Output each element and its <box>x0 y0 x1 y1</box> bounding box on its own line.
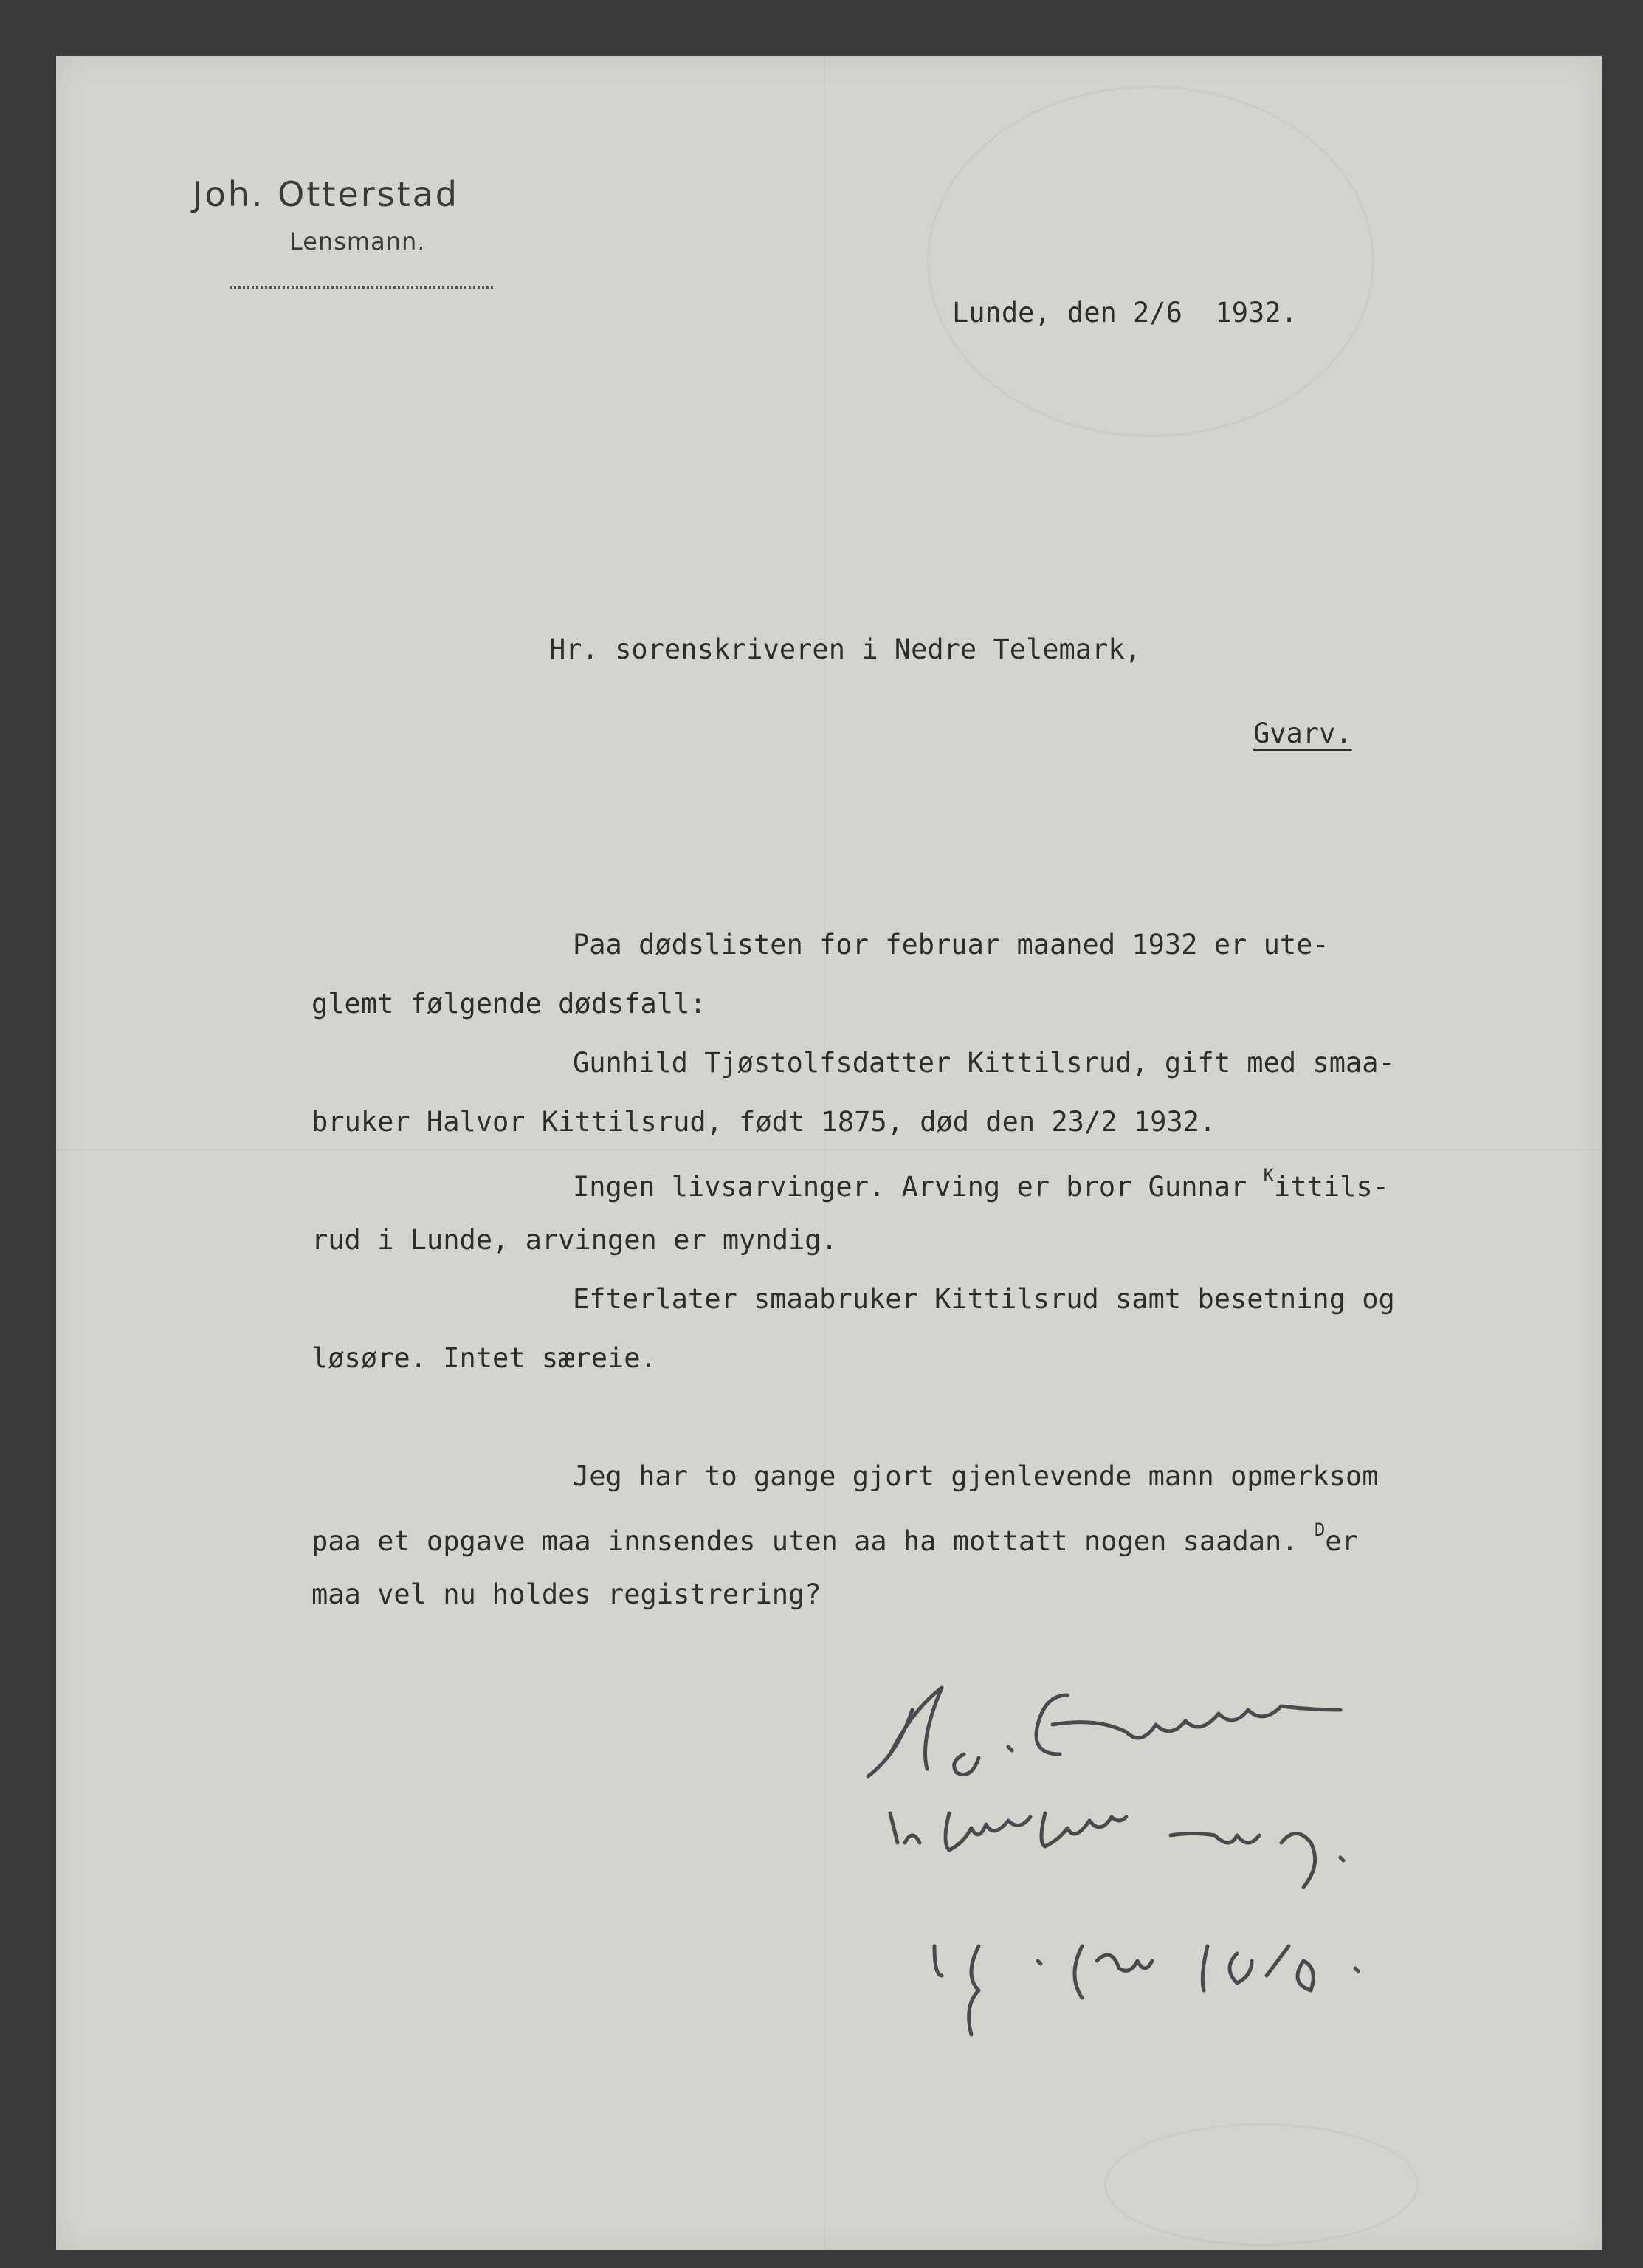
addressee-line: Hr. sorenskriveren i Nedre Telemark, <box>549 633 1141 665</box>
body-line-2: glemt følgende dødsfall: <box>311 988 706 1020</box>
letter-page <box>56 56 1602 2250</box>
body-line-7: Efterlater smaabruker Kittilsrud samt besetning og <box>573 1283 1395 1315</box>
body-line-10: paa et opgave maa innsendes uten aa ha mottatt nogen saadan. $^D$er <box>311 1519 1358 1557</box>
bleed-through-stamp <box>927 86 1374 437</box>
body-line-5: Ingen livsarvinger. Arving er bror Gunnar $^K$ittils- <box>573 1165 1389 1203</box>
letterhead-title: Lensmann. <box>289 227 426 255</box>
body-line-4: bruker Halvor Kittilsrud, født 1875, død den 23/2 1932. <box>311 1106 1216 1138</box>
letterhead-name: Joh. Otterstad <box>193 174 459 214</box>
date-line: Lunde, den 2/6 1932. <box>952 297 1298 329</box>
paper-fold-vertical <box>824 56 825 2250</box>
body-line-6: rud i Lunde, arvingen er myndig. <box>311 1224 838 1256</box>
body-line-1: Paa dødslisten for februar maaned 1932 er ute- <box>573 929 1329 961</box>
bleed-through-stamp-small <box>1104 2123 1419 2246</box>
body-line-8: løsøre. Intet særeie. <box>311 1342 657 1374</box>
handwritten-signature-and-notes <box>56 56 1602 2250</box>
paper-fold-horizontal <box>56 1149 1602 1150</box>
body-line-9: Jeg har to gange gjort gjenlevende mann opmerksom <box>573 1460 1379 1492</box>
letterhead-divider <box>230 286 493 289</box>
body-line-11: maa vel nu holdes registrering? <box>311 1578 822 1610</box>
addressee-place: Gvarv. <box>1253 718 1352 749</box>
body-line-3: Gunhild Tjøstolfsdatter Kittilsrud, gift med smaa- <box>573 1047 1395 1079</box>
